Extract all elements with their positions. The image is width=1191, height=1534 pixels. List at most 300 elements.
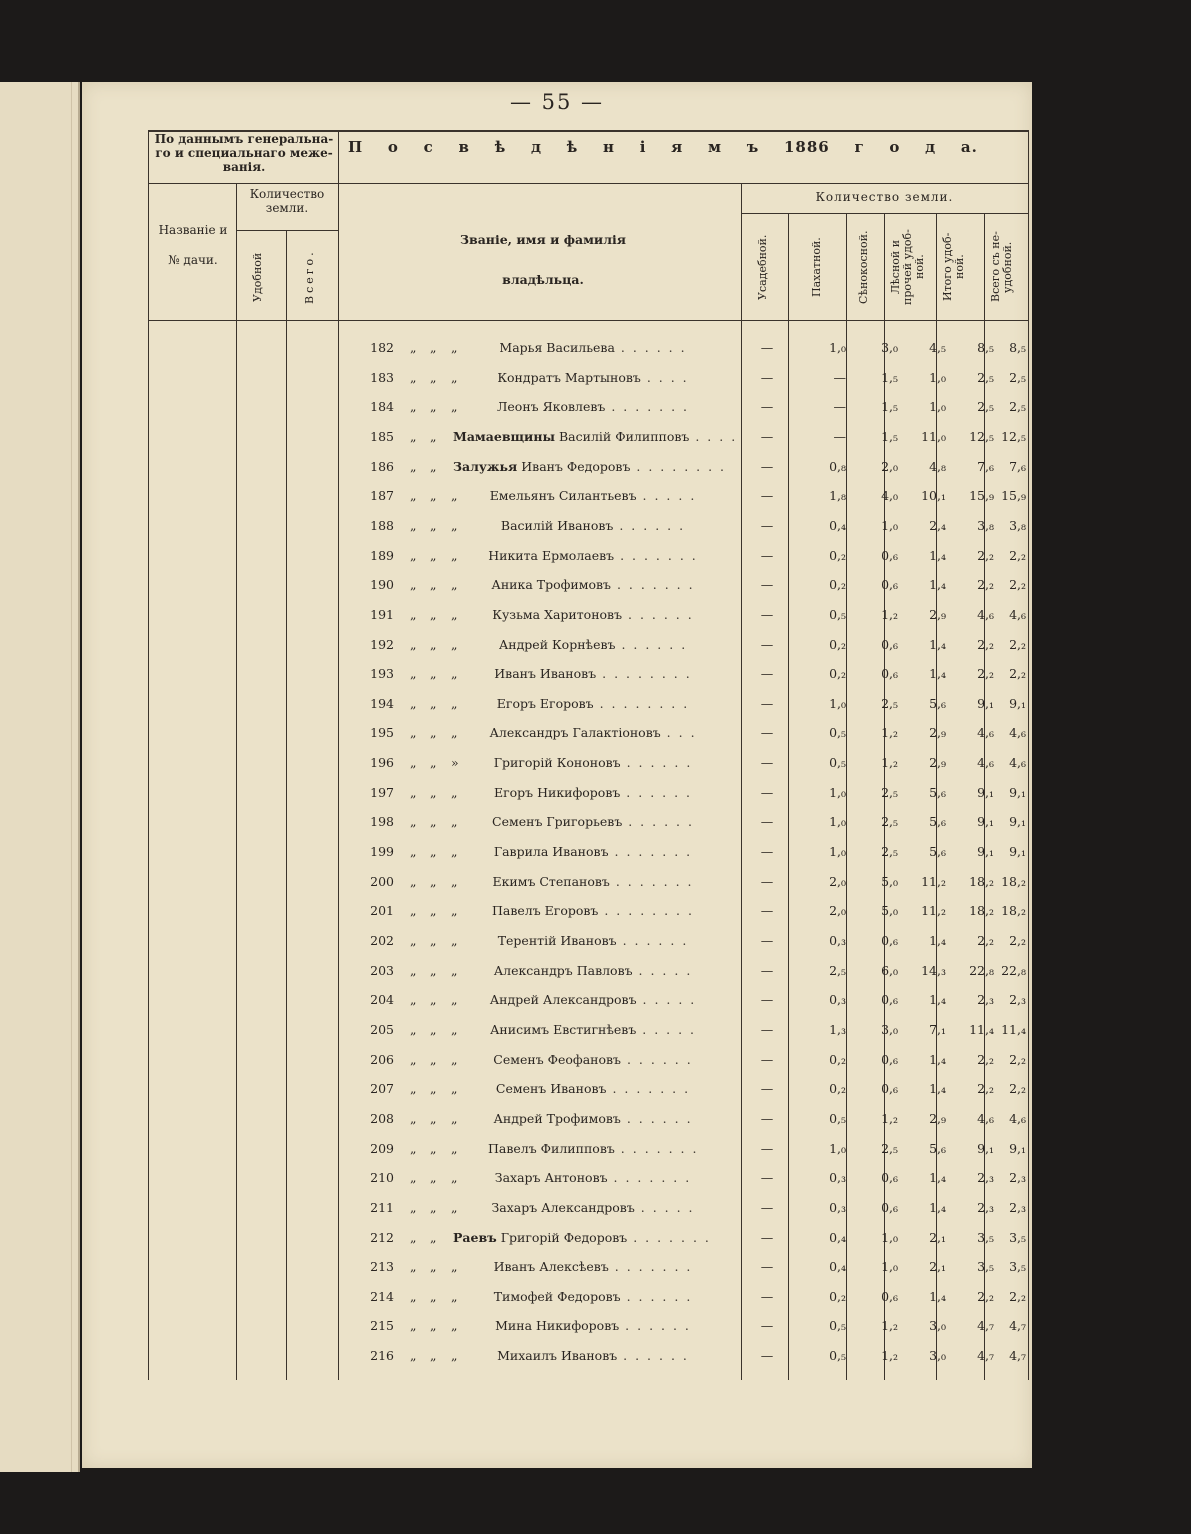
cell-usad: — (760, 458, 774, 474)
header-col-udobnoi: Удобной (251, 252, 264, 302)
row-number: 202 (370, 933, 394, 948)
owner-name (488, 1348, 698, 1363)
cell-les: 4,₅ (929, 340, 946, 355)
cell-usad: — (760, 369, 774, 385)
header-title-letter: о (387, 138, 399, 156)
owner-name (488, 1170, 698, 1185)
owner-fullname: Василій Ивановъ (500, 517, 614, 533)
document-page (82, 82, 1032, 1468)
leader-dots: . . . . . . . (614, 1140, 699, 1156)
cell-pah: 0,₅ (829, 1318, 846, 1334)
owner-name (488, 1052, 698, 1067)
cell-pah: 0,₂ (829, 666, 846, 682)
cell-itog: 2,₂ (977, 1051, 994, 1067)
cell-sen: 0,₆ (881, 1199, 898, 1215)
cell-vse: 9,₁ (1009, 814, 1026, 830)
ditto-mark: „ (410, 1348, 417, 1364)
owner-name (488, 785, 698, 800)
ditto-mark: „ (410, 340, 417, 355)
leader-dots: . . . . . . . (608, 844, 693, 860)
ditto-mark: „ (451, 992, 458, 1008)
cell-vse: 2,₂ (1009, 1051, 1026, 1067)
cell-les: 2,₉ (929, 755, 946, 771)
header-col-land-group: Количество земли. (815, 190, 954, 204)
cell-usad: — (760, 636, 774, 652)
header-title-letter: і (639, 138, 647, 156)
cell-usad: — (760, 1170, 774, 1186)
ditto-mark: „ (451, 369, 458, 385)
table-row (148, 1284, 1028, 1313)
table-row (148, 365, 1028, 394)
cell-usad: — (760, 903, 774, 919)
table-row (148, 898, 1028, 927)
header-title-letter: 1886 (784, 138, 830, 156)
leader-dots: . . . . . . . (610, 577, 695, 593)
cell-pah: 0,₃ (829, 933, 846, 948)
owner-fullname: Иванъ Федоровъ (521, 458, 631, 474)
cell-vse: 2,₂ (1009, 547, 1026, 563)
cell-itog: 4,₆ (977, 725, 994, 741)
owner-fullname: Семенъ Ивановъ (495, 1081, 607, 1097)
owner-name (453, 1230, 743, 1245)
ditto-mark: „ (430, 1259, 437, 1275)
ditto-mark: „ (430, 399, 437, 415)
leader-dots: . . . . . . (620, 1110, 693, 1126)
ditto-mark: „ (410, 636, 417, 652)
cell-vse: 8,₅ (1009, 340, 1026, 355)
cell-vse: 9,₁ (1009, 844, 1026, 860)
cell-pah: 0,₃ (829, 1170, 846, 1186)
cell-itog: 2,₅ (977, 369, 994, 385)
owner-name (488, 666, 698, 681)
row-number: 208 (370, 1110, 394, 1126)
cell-usad: — (760, 1229, 774, 1245)
cell-usad: — (760, 873, 774, 889)
cell-usad: — (760, 340, 774, 355)
owner-fullname: Андрей Александровъ (489, 992, 637, 1008)
leader-dots: . . . . . . (620, 755, 693, 771)
ditto-mark: „ (410, 814, 417, 830)
cell-itog: 22,₈ (969, 962, 994, 978)
owner-fullname: Мина Никифоровъ (495, 1318, 620, 1334)
cell-pah: 0,₄ (829, 1229, 846, 1245)
previous-page-edge (0, 82, 80, 1472)
row-number: 211 (370, 1199, 394, 1215)
owner-fullname: Аника Трофимовъ (491, 577, 611, 593)
cell-pah: 2,₅ (829, 962, 846, 978)
cell-les: 5,₆ (929, 784, 946, 800)
table-row (148, 1225, 1028, 1254)
ditto-mark: „ (410, 369, 417, 385)
table-row (148, 513, 1028, 542)
cell-pah: 0,₅ (829, 606, 846, 622)
cell-vse: 4,₆ (1009, 606, 1026, 622)
leader-dots: . . . . . . (614, 340, 687, 355)
header-col-owner: Званіе, имя и фамилія владѣльца. (460, 232, 626, 287)
cell-les: 1,₄ (929, 1081, 946, 1097)
ditto-mark: „ (410, 1110, 417, 1126)
cell-sen: 1,₂ (881, 1318, 898, 1334)
header-title (348, 138, 978, 156)
cell-sen: 2,₅ (881, 814, 898, 830)
ditto-mark: „ (451, 1110, 458, 1126)
ditto-mark: „ (430, 428, 437, 444)
cell-vse: 18,₂ (1001, 873, 1026, 889)
header-title-letter: в (458, 138, 470, 156)
cell-usad: — (760, 1081, 774, 1097)
village-name: Залужья (453, 458, 518, 474)
table-row (148, 394, 1028, 423)
cell-pah: 0,₂ (829, 1051, 846, 1067)
cell-les: 5,₆ (929, 814, 946, 830)
cell-itog: 7,₆ (977, 458, 994, 474)
cell-pah: 1,₀ (829, 814, 846, 830)
table-row (148, 572, 1028, 601)
ditto-mark: „ (451, 873, 458, 889)
ditto-mark: „ (430, 1170, 437, 1186)
ditto-mark: „ (451, 933, 458, 948)
ditto-mark: „ (451, 1051, 458, 1067)
cell-usad: — (760, 1259, 774, 1275)
header-col-usad: Усадебной. (756, 234, 769, 300)
cell-pah: 1,₃ (829, 1021, 846, 1037)
ditto-mark: „ (430, 1140, 437, 1156)
ditto-mark: „ (410, 488, 417, 504)
owner-name (488, 1289, 698, 1304)
cell-sen: 1,₅ (881, 399, 898, 415)
cell-sen: 0,₆ (881, 1081, 898, 1097)
ditto-mark: „ (410, 666, 417, 682)
row-number: 204 (370, 992, 394, 1008)
cell-les: 1,₀ (929, 399, 946, 415)
cell-sen: 3,₀ (881, 1021, 898, 1037)
cell-itog: 4,₆ (977, 1110, 994, 1126)
ditto-mark: „ (410, 606, 417, 622)
ditto-mark: „ (410, 458, 417, 474)
row-number: 214 (370, 1288, 394, 1304)
table-row (148, 661, 1028, 690)
cell-les: 2,₁ (929, 1229, 946, 1245)
owner-name (488, 399, 698, 414)
row-number: 182 (370, 340, 394, 355)
cell-sen: 1,₂ (881, 606, 898, 622)
leader-dots: . . . (660, 725, 697, 741)
leader-dots: . . . . . . (622, 606, 694, 622)
cell-pah: 0,₅ (829, 1110, 846, 1126)
ditto-mark: „ (451, 1021, 458, 1037)
cell-vse: 4,₇ (1009, 1348, 1026, 1364)
header-title-letter: а. (960, 138, 978, 156)
ditto-mark: „ (410, 992, 417, 1008)
cell-itog: 18,₂ (969, 903, 994, 919)
cell-vse: 9,₁ (1009, 1140, 1026, 1156)
leader-dots: . . . . . (634, 1199, 695, 1215)
cell-les: 1,₄ (929, 636, 946, 652)
cell-sen: 2,₅ (881, 844, 898, 860)
header-col-vse: Всего съ не-удобной. (989, 231, 1014, 303)
row-number: 195 (370, 725, 394, 741)
leader-dots: . . . . . . (617, 1348, 689, 1364)
cell-pah: 0,₂ (829, 636, 846, 652)
table-row (148, 1254, 1028, 1283)
ditto-mark: „ (430, 1110, 437, 1126)
owner-fullname: Кондратъ Мартыновъ (497, 369, 641, 385)
owner-fullname: Кузьма Харитоновъ (492, 606, 623, 622)
cell-vse: 2,₂ (1009, 577, 1026, 593)
cell-vse: 9,₁ (1009, 695, 1026, 711)
cell-usad: — (760, 933, 774, 948)
leader-dots: . . . . . . (621, 1051, 693, 1067)
cell-usad: — (760, 725, 774, 741)
cell-pah: 1,₀ (829, 695, 846, 711)
table-row (148, 1076, 1028, 1105)
ditto-mark: „ (451, 1140, 458, 1156)
cell-sen: 0,₆ (881, 1051, 898, 1067)
owner-fullname: Леонъ Яковлевъ (496, 399, 606, 415)
owner-fullname: Михаилъ Ивановъ (497, 1348, 618, 1364)
row-number: 186 (370, 458, 394, 474)
cell-vse: 4,₆ (1009, 755, 1026, 771)
ditto-mark: „ (451, 1081, 458, 1097)
leader-dots: . . . . . (636, 992, 697, 1008)
cell-les: 1,₄ (929, 1288, 946, 1304)
leader-dots: . . . . . . (620, 1288, 693, 1304)
header-col-name: Названіе и № дачи. (158, 223, 228, 267)
cell-sen: 1,₅ (881, 369, 898, 385)
cell-usad: — (760, 844, 774, 860)
header-col-les: Лѣсной и прочей удоб-ной. (889, 229, 926, 305)
row-number: 216 (370, 1348, 394, 1364)
leader-dots: . . . . . . (613, 517, 686, 533)
ditto-mark: „ (430, 755, 437, 771)
ditto-mark: „ (451, 606, 458, 622)
cell-vse: 3,₈ (1009, 517, 1026, 533)
table-row (148, 1136, 1028, 1165)
ditto-mark: „ (430, 606, 437, 622)
row-number: 185 (370, 428, 394, 444)
header-col-vsego: Всего. (303, 249, 316, 305)
cell-usad: — (760, 992, 774, 1008)
row-number: 207 (370, 1081, 394, 1097)
header-title-letter: г (854, 138, 865, 156)
ditto-mark: „ (410, 1288, 417, 1304)
owner-name (488, 1081, 698, 1096)
cell-sen: 1,₀ (881, 517, 898, 533)
row-number: 205 (370, 1021, 394, 1037)
cell-usad: — (760, 1288, 774, 1304)
header-col-pah: Пахатной. (810, 237, 823, 297)
cell-usad: — (760, 517, 774, 533)
table-row (148, 1195, 1028, 1224)
ditto-mark: „ (451, 1199, 458, 1215)
owner-fullname: Егоръ Никифоровъ (493, 784, 621, 800)
cell-pah: 1,₈ (829, 488, 846, 504)
ditto-mark: „ (410, 1140, 417, 1156)
leader-dots: . . . . . (636, 488, 697, 504)
cell-usad: — (760, 1140, 774, 1156)
owner-name (453, 459, 743, 474)
ditto-mark: „ (430, 488, 437, 504)
cell-sen: 2,₅ (881, 695, 898, 711)
cell-les: 3,₀ (929, 1348, 946, 1364)
cell-sen: 0,₆ (881, 547, 898, 563)
cell-sen: 1,₀ (881, 1229, 898, 1245)
cell-sen: 4,₀ (881, 488, 898, 504)
cell-usad: — (760, 784, 774, 800)
cell-sen: 2,₅ (881, 1140, 898, 1156)
cell-les: 1,₄ (929, 547, 946, 563)
ditto-mark: „ (410, 1318, 417, 1334)
cell-les: 2,₄ (929, 517, 946, 533)
cell-itog: 12,₅ (969, 428, 994, 444)
owner-name (488, 992, 698, 1007)
cell-vse: 9,₁ (1009, 784, 1026, 800)
leader-dots: . . . . . . . (614, 547, 698, 563)
cell-pah: 0,₂ (829, 577, 846, 593)
cell-sen: 0,₆ (881, 1170, 898, 1186)
owner-name (488, 1259, 698, 1274)
ditto-mark: » (451, 755, 459, 771)
row-number: 190 (370, 577, 394, 593)
ditto-mark: „ (430, 1199, 437, 1215)
cell-sen: 1,₂ (881, 725, 898, 741)
ditto-mark: „ (430, 517, 437, 533)
cell-pah: 1,₀ (829, 844, 846, 860)
header-title-letter: ѣ (494, 138, 507, 156)
cell-pah: 0,₅ (829, 1348, 846, 1364)
ditto-mark: „ (430, 1229, 437, 1245)
ditto-mark: „ (451, 725, 458, 741)
cell-pah: — (833, 369, 846, 385)
owner-name (488, 518, 698, 533)
ditto-mark: „ (430, 547, 437, 563)
cell-les: 3,₀ (929, 1318, 946, 1334)
cell-itog: 9,₁ (977, 814, 994, 830)
cell-usad: — (760, 547, 774, 563)
cell-les: 1,₄ (929, 1051, 946, 1067)
cell-usad: — (760, 606, 774, 622)
ditto-mark: „ (451, 1318, 458, 1334)
table-row (148, 483, 1028, 512)
cell-sen: 5,₀ (881, 903, 898, 919)
land-table (148, 130, 1028, 1380)
cell-sen: 1,₂ (881, 1110, 898, 1126)
cell-pah: 0,₈ (829, 458, 846, 474)
cell-pah: 0,₂ (829, 547, 846, 563)
owner-name (488, 488, 698, 503)
ditto-mark: „ (410, 1051, 417, 1067)
cell-sen: 0,₆ (881, 1288, 898, 1304)
owner-name (488, 814, 698, 829)
leader-dots: . . . . . . . (607, 1170, 692, 1186)
ditto-mark: „ (451, 399, 458, 415)
cell-itog: 4,₆ (977, 755, 994, 771)
cell-itog: 4,₆ (977, 606, 994, 622)
header-title-letter: я (671, 138, 684, 156)
ditto-mark: „ (430, 1051, 437, 1067)
row-number: 201 (370, 903, 394, 919)
cell-vse: 22,₈ (1001, 962, 1026, 978)
ditto-mark: „ (410, 1199, 417, 1215)
table-row (148, 543, 1028, 572)
table-row (148, 869, 1028, 898)
cell-itog: 3,₈ (977, 517, 994, 533)
cell-sen: 3,₀ (881, 340, 898, 355)
row-number: 197 (370, 784, 394, 800)
ditto-mark: „ (430, 1318, 437, 1334)
ditto-mark: „ (451, 784, 458, 800)
row-number: 193 (370, 666, 394, 682)
cell-sen: 0,₆ (881, 666, 898, 682)
cell-vse: 12,₅ (1001, 428, 1026, 444)
leader-dots: . . . . (689, 428, 738, 444)
cell-les: 2,₉ (929, 606, 946, 622)
cell-itog: 9,₁ (977, 1140, 994, 1156)
owner-fullname: Павелъ Филипповъ (488, 1140, 615, 1156)
ditto-mark: „ (451, 577, 458, 593)
leader-dots: . . . . . . (619, 1318, 691, 1334)
row-number: 199 (370, 844, 394, 860)
leader-dots: . . . . . . (622, 814, 694, 830)
ditto-mark: „ (430, 962, 437, 978)
owner-name (488, 933, 698, 948)
cell-vse: 18,₂ (1001, 903, 1026, 919)
cell-itog: 4,₇ (977, 1348, 994, 1364)
ditto-mark: „ (451, 340, 458, 355)
leader-dots: . . . . . . (616, 933, 689, 948)
owner-fullname: Екимъ Степановъ (492, 873, 610, 889)
row-number: 184 (370, 399, 394, 415)
cell-itog: 2,₃ (977, 1199, 994, 1215)
cell-vse: 15,₉ (1001, 488, 1026, 504)
cell-usad: — (760, 488, 774, 504)
cell-itog: 8,₅ (977, 340, 994, 355)
owner-name (488, 637, 698, 652)
cell-itog: 2,₃ (977, 1170, 994, 1186)
owner-name (488, 725, 698, 740)
row-number: 210 (370, 1170, 394, 1186)
ditto-mark: „ (430, 903, 437, 919)
ditto-mark: „ (451, 1170, 458, 1186)
cell-sen: 1,₅ (881, 428, 898, 444)
cell-itog: 2,₂ (977, 666, 994, 682)
ditto-mark: „ (410, 933, 417, 948)
cell-vse: 2,₅ (1009, 369, 1026, 385)
ditto-mark: „ (451, 547, 458, 563)
cell-vse: 2,₂ (1009, 933, 1026, 948)
row-number: 191 (370, 606, 394, 622)
cell-les: 1,₄ (929, 992, 946, 1008)
cell-les: 2,₁ (929, 1259, 946, 1275)
leader-dots: . . . . . . . . (593, 695, 690, 711)
cell-vse: 7,₆ (1009, 458, 1026, 474)
owner-name (488, 607, 698, 622)
cell-les: 2,₉ (929, 725, 946, 741)
owner-fullname: Терентій Ивановъ (497, 933, 617, 948)
owner-fullname: Павелъ Егоровъ (492, 903, 599, 919)
ditto-mark: „ (451, 636, 458, 652)
owner-fullname: Андрей Трофимовъ (493, 1110, 621, 1126)
row-number: 194 (370, 695, 394, 711)
row-number: 200 (370, 873, 394, 889)
cell-itog: 3,₅ (977, 1259, 994, 1275)
leader-dots: . . . . . . . . (630, 458, 727, 474)
cell-itog: 15,₉ (969, 488, 994, 504)
owner-name (488, 874, 698, 889)
cell-usad: — (760, 577, 774, 593)
header-title-letter: П (348, 138, 364, 156)
owner-name (488, 1111, 698, 1126)
